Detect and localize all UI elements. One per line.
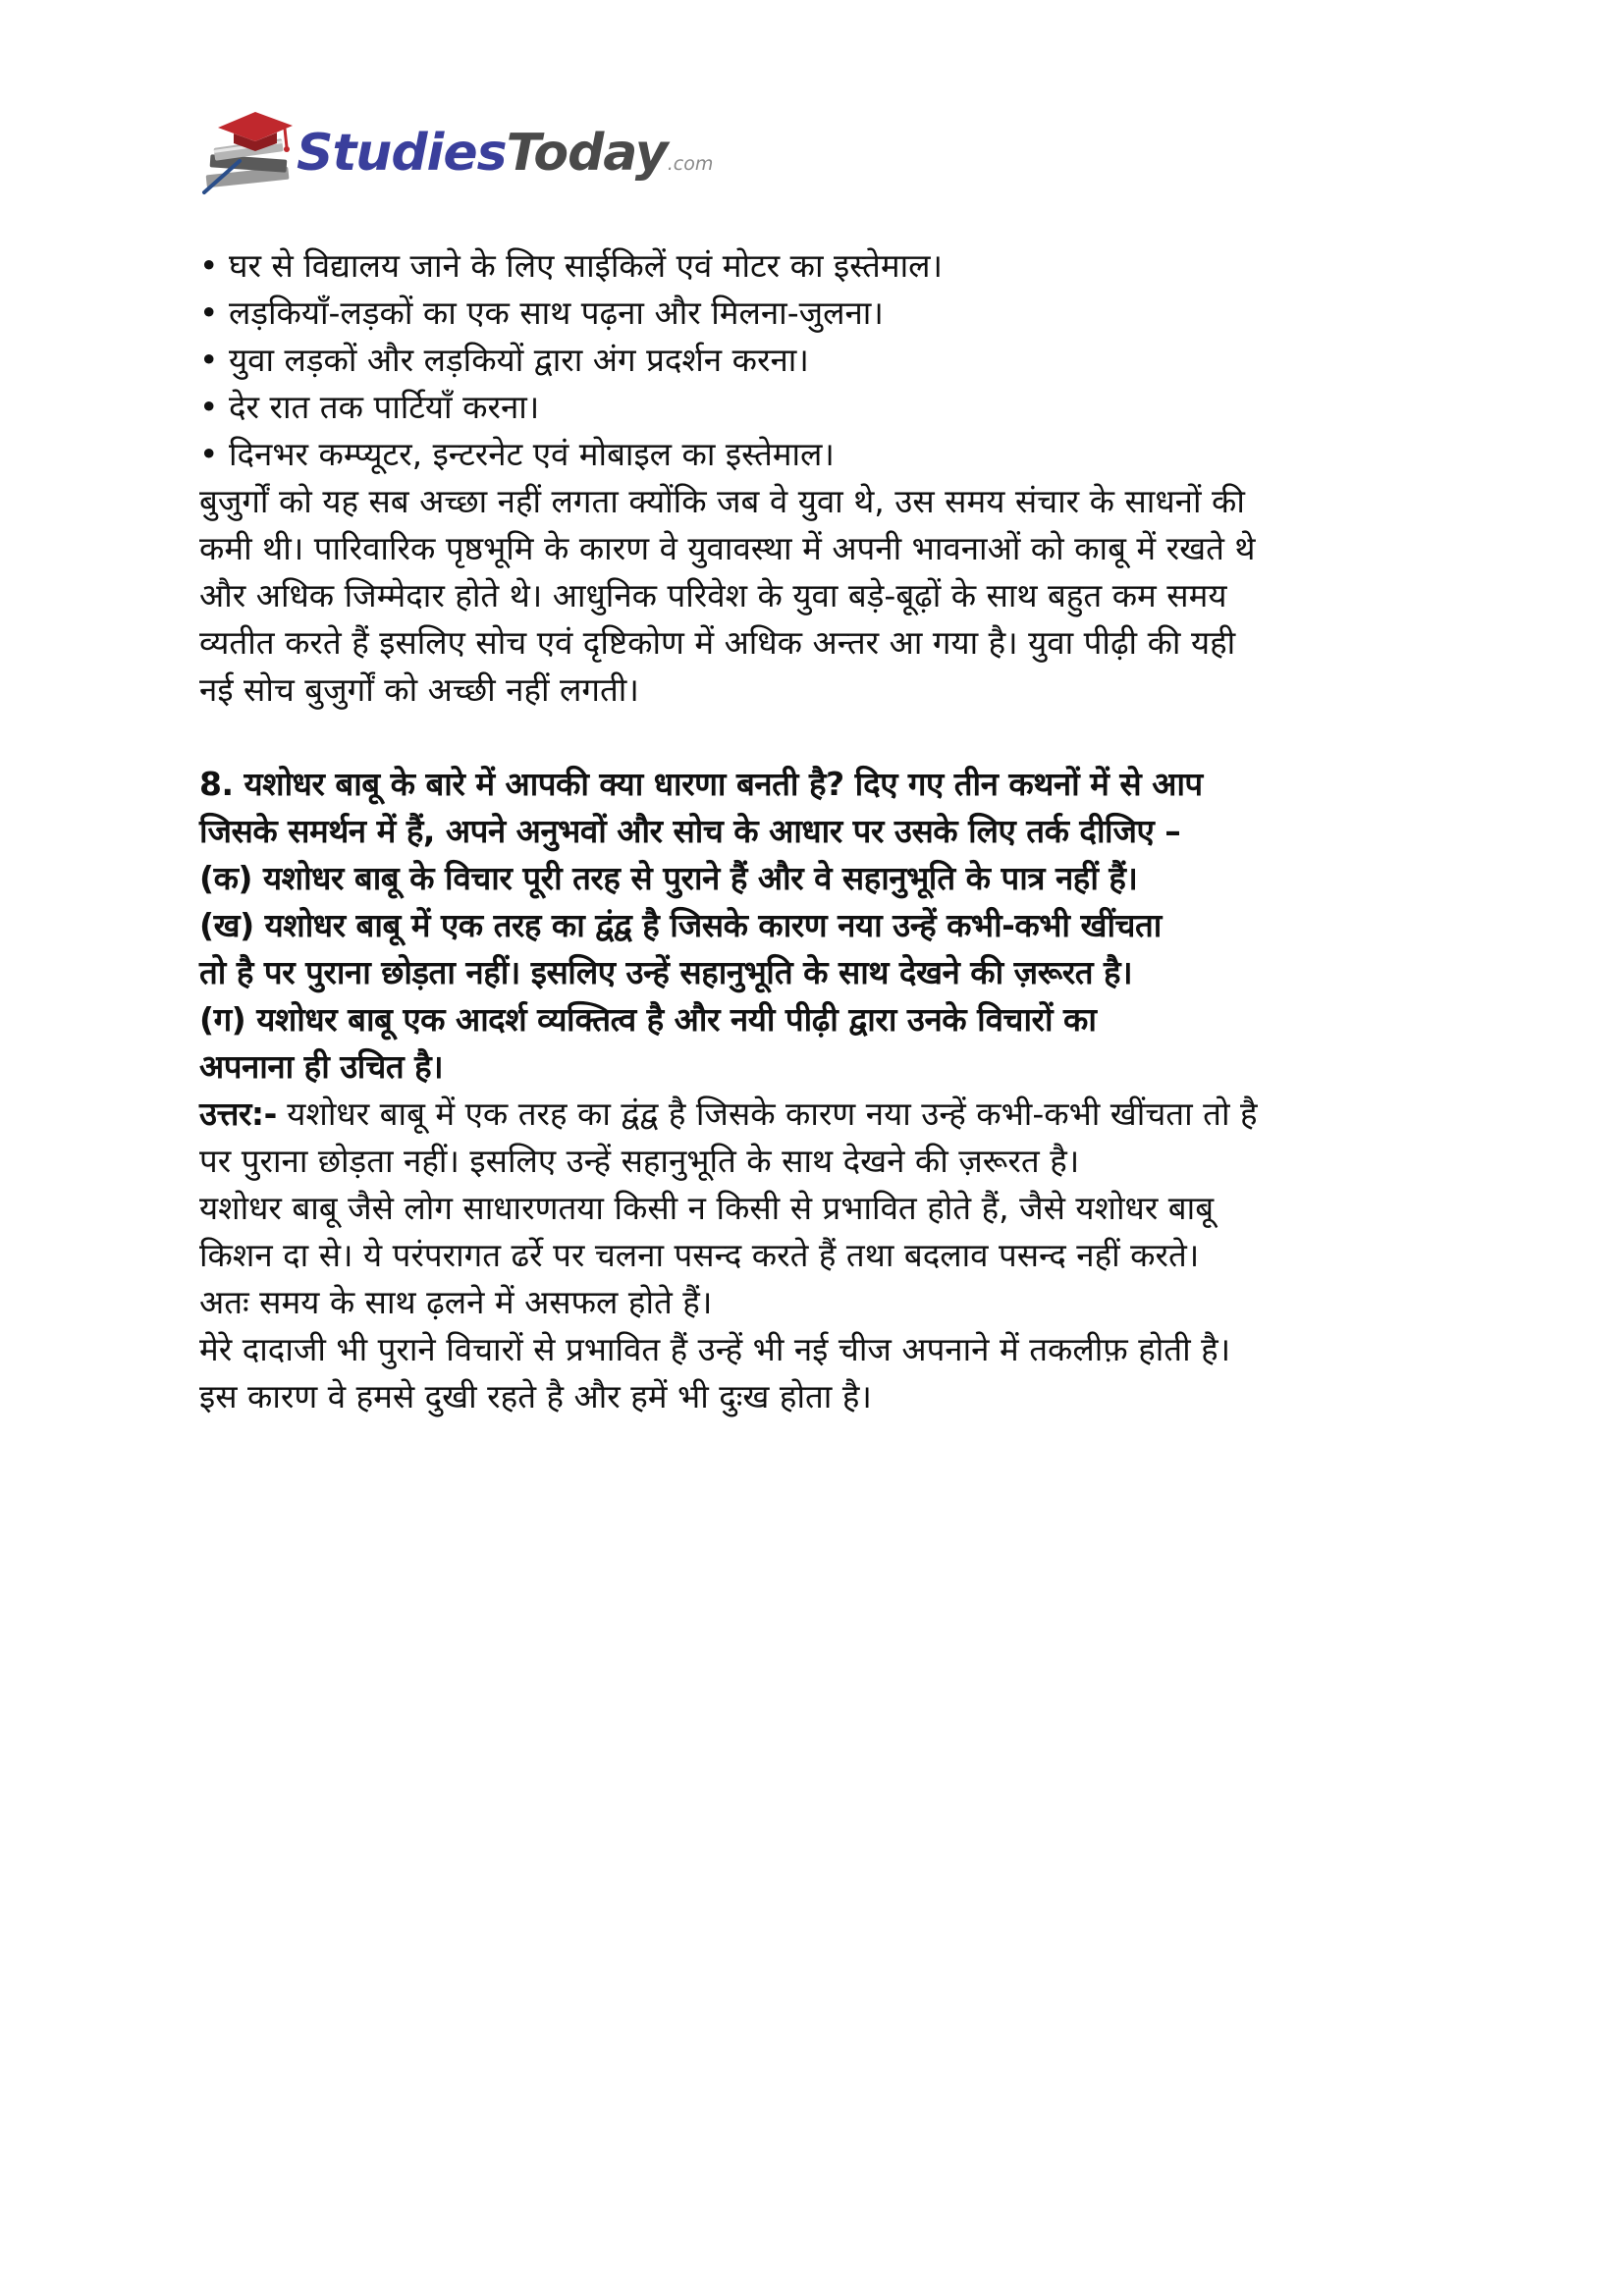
paragraph-line: बुजुर्गों को यह सब अच्छा नहीं लगता क्योंकि जब वे युवा थे, उस समय संचार के साधनों की bbox=[199, 482, 1245, 520]
answer-line: पर पुराना छोड़ता नहीं। इसलिए उन्हें सहानुभूति के साथ देखने की ज़रूरत है। bbox=[199, 1142, 1080, 1180]
question-option-kha: (ख) यशोधर बाबू में एक तरह का द्वंद्व है जिसके कारण नया उन्हें कभी-कभी खींचता bbox=[199, 906, 1162, 944]
bullet-item: • युवा लड़कों और लड़कियों द्वारा अंग प्रदर्शन करना। bbox=[199, 341, 809, 379]
paragraph-line: नई सोच बुजुर्गों को अच्छी नहीं लगती। bbox=[199, 670, 639, 709]
bullet-item: • घर से विद्यालय जाने के लिए साईकिलें एवं मोटर का इस्तेमाल। bbox=[199, 246, 944, 285]
answer-label: उत्तर:- bbox=[199, 1095, 277, 1133]
question-option-ka: (क) यशोधर बाबू के विचार पूरी तरह से पुराने हैं और वे सहानुभूति के पात्र नहीं हैं। bbox=[199, 859, 1138, 897]
answer-line: अतः समय के साथ ढ़लने में असफल होते हैं। bbox=[199, 1283, 713, 1321]
answer-block bbox=[199, 1091, 1441, 1420]
answer-line: यशोधर बाबू जैसे लोग साधारणतया किसी न किसी से प्रभावित होते हैं, जैसे यशोधर बाबू bbox=[199, 1189, 1215, 1227]
question-option-ga: (ग) यशोधर बाबू एक आदर्श व्यक्तित्व है और नयी पीढ़ी द्वारा उनके विचारों का bbox=[199, 1000, 1097, 1039]
bullet-item: • दिनभर कम्प्यूटर, इन्टरनेट एवं मोबाइल का इस्तेमाल। bbox=[199, 435, 835, 473]
answer-first-line bbox=[199, 1091, 1441, 1138]
logo-wordmark bbox=[297, 124, 713, 193]
question-option-ga-cont: अपनाना ही उचित है। bbox=[199, 1047, 444, 1086]
answer-line: इस कारण वे हमसे दुखी रहते है और हमें भी दुःख होता है। bbox=[199, 1377, 872, 1415]
paragraph-line: कमी थी। पारिवारिक पृष्ठभूमि के कारण वे युवावस्था में अपनी भावनाओं को काबू में रखते थे bbox=[199, 529, 1256, 567]
paragraph-elders bbox=[199, 478, 1441, 714]
answer-line: किशन दा से। ये परंपरागत ढर्रे पर चलना पसन्द करते हैं तथा बदलाव पसन्द नहीं करते। bbox=[199, 1236, 1200, 1274]
paragraph-line: व्यतीत करते हैं इसलिए सोच एवं दृष्टिकोण में अधिक अन्तर आ गया है। युवा पीढ़ी की यही bbox=[199, 623, 1236, 662]
question-line: 8. यशोधर बाबू के बारे में आपकी क्या धारणा बनती है? दिए गए तीन कथनों में से आप bbox=[199, 765, 1203, 803]
question-line: जिसके समर्थन में हैं, अपने अनुभवों और सोच के आधार पर उसके लिए तर्क दीजिए – bbox=[199, 812, 1181, 850]
bullet-list bbox=[199, 242, 1441, 478]
question-8 bbox=[199, 761, 1441, 1091]
answer-line: मेरे दादाजी भी पुराने विचारों से प्रभावित हैं उन्हें भी नई चीज अपनाने में तकलीफ़ होती है। bbox=[199, 1330, 1231, 1368]
bullet-item: • लड़कियाँ-लड़कों का एक साथ पढ़ना और मिलना-जुलना। bbox=[199, 294, 884, 332]
document-body bbox=[199, 242, 1441, 1420]
bullet-item: • देर रात तक पार्टियाँ करना। bbox=[199, 388, 540, 426]
answer-first-text: यशोधर बाबू में एक तरह का द्वंद्व है जिसके कारण नया उन्हें कभी-कभी खींचता तो है bbox=[276, 1095, 1258, 1133]
logo-domain-suffix: .com bbox=[667, 153, 714, 175]
studiestoday-logo[interactable] bbox=[200, 102, 714, 200]
question-option-kha-cont: तो है पर पुराना छोड़ता नहीं। इसलिए उन्हें सहानुभूति के साथ देखने की ज़रूरत है। bbox=[199, 953, 1133, 991]
paragraph-gap bbox=[199, 714, 1441, 761]
logo-word-studies: Studies bbox=[297, 124, 507, 183]
books-graduation-cap-icon bbox=[200, 102, 298, 200]
logo-word-today: Today bbox=[506, 124, 668, 183]
paragraph-line: और अधिक जिम्मेदार होते थे। आधुनिक परिवेश के युवा बड़े-बूढ़ों के साथ बहुत कम समय bbox=[199, 576, 1227, 614]
